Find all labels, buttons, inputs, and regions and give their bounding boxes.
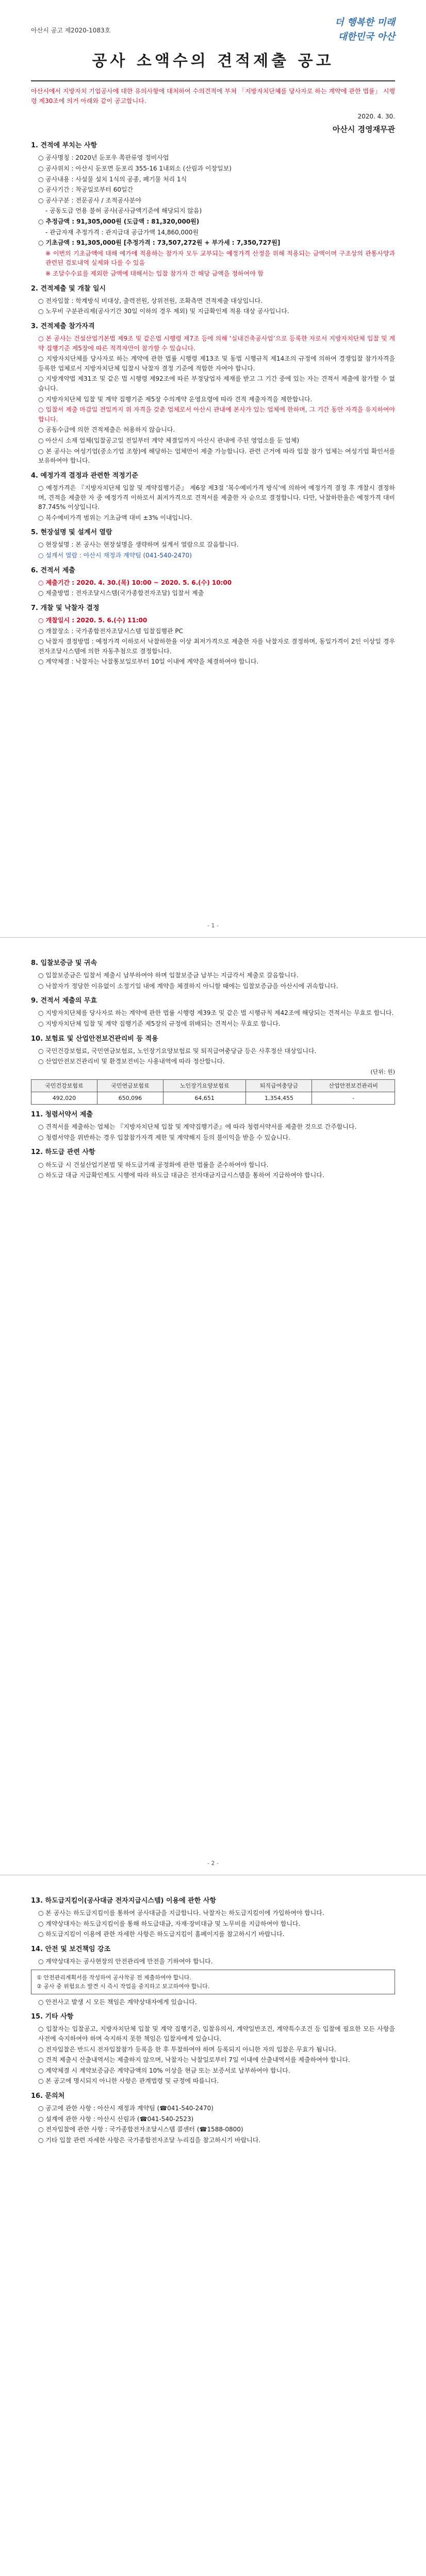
section-13: [31, 1896, 395, 1939]
list-item: ○ 입찰자는 입찰공고, 지방자치단체 입찰 및 계약 집행기준, 입찰유의서, 계약일반조건, 계약특수조건 등 입찰에 필요한 모든 사항을 사전에 숙지하여야 하며 숙지하지 못한 책임은 입찰자에게 있습니다.: [38, 2025, 395, 2043]
section-title: 1. 견적에 부치는 사항: [31, 142, 97, 150]
list-item: ○ 기타 입찰 관련 자세한 사항은 국가종합전자조달 누리집을 참고하시기 바랍니다.: [38, 2136, 261, 2144]
section-3: [31, 321, 395, 466]
list-item: ○ 공고에 관한 사항 : 아산시 재정과 계약팀 (☎041-540-2470): [38, 2105, 214, 2112]
page-number: - 1 -: [207, 922, 219, 929]
box-line: ② 공사 중 위험요소 발견 시 즉시 작업을 중지하고 보고하여야 합니다.: [37, 1982, 210, 1990]
list-item: ○ 현장설명 : 본 공사는 현장설명을 생략하며 설계서 열람으로 갈음합니다.: [38, 541, 239, 549]
list-item: ○ 계약체결 시 계약보증금은 계약금액의 10% 이상을 현금 또는 보증서로 납부하여야 합니다.: [38, 2066, 290, 2074]
section-15: [31, 2012, 395, 2086]
table-cell: 64,651: [163, 1092, 246, 1105]
list-item: ○ 전자입찰은 반드시 전자입찰참가 등록을 한 후 투찰하여야 하며 등록되지 아니한 자의 입찰은 무효가 됩니다.: [38, 2045, 336, 2053]
section-title: 2. 견적제출 및 개찰 일시: [31, 284, 106, 293]
section-12: [31, 1147, 395, 1180]
list-item: ○ 하도급 대금 지급확인제도 시행에 따라 하도급 대금은 전자대금지급시스템을 통하여 지급하여야 합니다.: [38, 1172, 324, 1179]
list-item: ○ 공사명칭 : 2020년 둔포우 쪽판류영 정비사업: [38, 154, 169, 162]
list-item: ○ 복수예비가격 범위는 기초금액 대비 ±3% 이내입니다.: [38, 514, 192, 521]
document-page-2: [0, 938, 426, 1875]
section-6: [31, 566, 395, 598]
list-item: ○ 공사위치 : 아산시 둔포면 둔포리 355-16 1내외소 (산림과 이장일보): [38, 165, 232, 173]
page-title: 공사 소액수의 견적제출 공고: [92, 52, 334, 70]
list-item: ○ 지방자치단체를 당사자로 하는 계약에 관한 법률 시행령 제13조 및 동법 시행규칙 제14조의 규정에 의하여 경쟁입찰 참가자격을 등록한 업체로서 지방자치단체 입찰시 낙찰자 결정 기준에 적합한 자여야 합니다.: [38, 355, 395, 372]
list-item: ○ 전자입찰 : 학계방식 비대상, 출력전원, 상위전원, 조확측면 견적제출 대상입니다.: [38, 297, 263, 304]
list-item: ○ 추정금액 : 91,305,000원 (도급액 : 81,320,000원): [38, 218, 200, 226]
list-item: ○ 계약상대자는 공사현장의 안전관리에 만전을 기하여야 합니다.: [38, 1958, 213, 1965]
table-cell: -: [312, 1092, 395, 1105]
page-number: - 2 -: [207, 1860, 219, 1867]
section-14: [31, 1944, 395, 2007]
section-9: [31, 996, 395, 1028]
list-item: ○ 지방자치단체 입찰 및 계약 집행기준 제5장 수의계약 운영요령에 따라 견적 제출자격을 제한합니다.: [38, 395, 313, 403]
notice-date: 2020. 4. 30.: [357, 113, 395, 121]
table-cell: 492,020: [31, 1092, 97, 1105]
safety-box: [31, 1970, 395, 1994]
city-logo: [335, 15, 395, 44]
section-8: [31, 958, 395, 991]
list-item: ○ 낙찰자가 정당한 이유없이 소정기일 내에 계약을 체결하지 아니할 때에는 입찰보증금을 아산시에 귀속합니다.: [38, 982, 338, 990]
section-title: 13. 하도급지킴이(공사대금 전자지급시스템) 이용에 관한 사항: [31, 1897, 216, 1905]
list-item: ○ 안전사고 발생 시 모든 책임은 계약상대자에게 있습니다.: [38, 1998, 197, 2006]
section-title: 12. 하도급 관련 사항: [31, 1148, 95, 1157]
section-title: 10. 보험료 및 산업안전보건관리비 등 적용: [31, 1035, 158, 1043]
table-unit: (단위: 원): [370, 1068, 395, 1075]
section-10: [31, 1034, 395, 1105]
section-title: 6. 견적서 제출: [31, 566, 75, 574]
title-divider: [31, 80, 395, 81]
list-item: ○ 국민건강보험료, 국민연금보험료, 노인장기요양보험료 및 퇴직급여충당금 등은 사후정산 대상입니다.: [38, 1047, 317, 1055]
table-row: [31, 1092, 395, 1105]
list-item: ○ 공사구분 : 전문공사 / 조적공사분야: [38, 196, 141, 204]
section-title: 3. 견적제출 참가자격: [31, 322, 95, 330]
list-item: ○ 개찰장소 : 국가종합전자조달시스템 입찰집행관 PC: [38, 627, 184, 635]
list-item: ○ 제출기간 : 2020. 4. 30.(목) 10:00 ~ 2020. 5. 6.(수) 10:00: [38, 579, 232, 586]
section-title: 15. 기타 사항: [31, 2013, 74, 2021]
list-item: ○ 본 공고에 명시되지 아니한 사항은 관계법령 및 규정에 따릅니다.: [38, 2077, 219, 2085]
table-header: 국민연금보험료: [97, 1080, 163, 1092]
list-item: ○ 제출방법 : 전자조달시스템(국가종합전자조달) 입찰서 제출: [38, 589, 204, 597]
list-item: - 관급자재 추정가격 : 관지급대 공급가액 14,860,000원: [45, 228, 199, 236]
section-title: 11. 청렴서약서 제출: [31, 1111, 93, 1119]
intro-text: 아산시에서 지방자치 기업공사에 대한 유의사항에 대처하여 수의견적에 부쳐 「지방자치단체를 당사자로 하는 계약에 관한 법률」 시행령 제30조에 의거 아래와 같이 공고합니다.: [31, 88, 395, 105]
list-item: ○ 청렴서약을 위반하는 경우 입찰참가자격 제한 및 계약해지 등의 불이익을 받을 수 있습니다.: [38, 1133, 290, 1141]
section-title: 16. 문의처: [31, 2092, 65, 2100]
list-item: ○ 지방자치단체를 당사자로 하는 계약에 관한 법률 시행령 제39조 및 같은 법 시행규칙 제42조에 해당되는 견적서는 무효로 합니다.: [38, 1009, 394, 1017]
list-item: ○ 공사기간 : 착공일로부터 60일간: [38, 186, 134, 194]
table-header: 노인장기요양보험료: [163, 1080, 246, 1092]
list-item: ○ 낙찰자 결정방법 : 예정가격 이하로서 낙찰하한율 이상 최저가격으로 제출한 자를 낙찰자로 결정하며, 동일가격이 2인 이상일 경우 전자조달시스템에 의한 자동추첨으로 결정합니다.: [38, 638, 395, 655]
section-7: [31, 603, 395, 667]
list-item: ○ 지방계약법 제31조 및 같은 법 시행령 제92조에 따른 부정당업자 제재를 받고 그 기간 중에 있는 자는 견적서 제출에 참가할 수 없습니다.: [38, 375, 395, 393]
document-page-1: [0, 0, 426, 938]
issuing-org: 아산시 경영재무관: [332, 125, 395, 134]
list-item: ○ 계약상대자는 하도급지킴이를 통해 하도급대금, 자재·장비대금 및 노무비를 지급하여야 합니다.: [38, 1920, 301, 1927]
section-16: [31, 2091, 395, 2145]
section-title: 5. 현장설명 및 설계서 열람: [31, 529, 112, 537]
table-header: 산업안전보건관리비: [312, 1080, 395, 1092]
list-item: ○ 산업안전보건관리비 및 환경보전비는 사용내역에 따라 정산합니다.: [38, 1058, 225, 1065]
section-title: 14. 안전 및 보건책임 강조: [31, 1945, 111, 1953]
section-1: [31, 141, 395, 278]
list-item: ※ 조달수수료를 제외한 금액에 대해서는 입찰 참가자 간 해당 금액을 정하여야 함: [45, 269, 264, 277]
list-item: ○ 아산시 소재 업체(입찰공고일 전일부터 계약 체결일까지 아산시 관내에 주된 영업소를 둔 업체): [38, 436, 300, 444]
list-item: ○ 하도급지킴이 이용에 관한 자세한 사항은 하도급지킴이 홈페이지를 참고하시기 바랍니다.: [38, 1930, 285, 1938]
box-line: ① 안전관리계획서를 작성하여 공사착공 전 제출하여야 합니다.: [37, 1974, 191, 1981]
table-header-row: [31, 1080, 395, 1092]
page-header: [31, 15, 395, 44]
document-page-3: [0, 1875, 426, 2576]
section-4: [31, 471, 395, 523]
list-item: ○ 본 공사는 하도급지킴이를 통하여 공사대금을 지급합니다. 낙찰자는 하도급지킴이에 가입하여야 합니다.: [38, 1909, 324, 1917]
list-item: ○ 본 공사는 여성기업(중소기업 조항)에 해당하는 업체만이 제출 가능합니다. 관련 근거에 따라 입찰 참가 업체는 여성기업 확인서를 보유하여야 합니다.: [38, 447, 395, 465]
list-item: ○ 공동수급에 의한 견적제출은 허용하지 않습니다.: [38, 426, 175, 434]
logo-line-2: 대한민국 아산: [338, 31, 395, 42]
section-title: 8. 입찰보증금 및 귀속: [31, 959, 97, 967]
section-title: 7. 개찰 및 낙찰자 결정: [31, 604, 100, 612]
list-item: ○ 공사내용 : 사설물 설치 1식의 공종, 폐기물 처리 1식: [38, 175, 187, 183]
list-item: ○ 개찰일시 : 2020. 5. 6.(수) 11:00: [38, 617, 148, 624]
logo-line-1: 더 행복한 미래: [335, 17, 395, 28]
list-item: ○ 계약체결 : 낙찰자는 낙찰통보일로부터 10일 이내에 계약을 체결하여야 합니다.: [38, 658, 259, 666]
list-item: ○ 예정가격은 『지방자치단체 입찰 및 계약집행기준』 제6장 제3절 ‘복수예비가격 방식’에 의하여 예정가격 결정 후 개찰시 결정하며, 견적을 제출한 자 중 예정가격 이하로서 최저가격으로 견적서를 제출한 자 순으로 결정합니다. 다만, 낙찰하한율은 예정가격 대비 87.745% 이상입니다.: [38, 484, 395, 511]
section-5: [31, 528, 395, 560]
list-item: ○ 전자입찰에 관한 사항 : 국가종합전자조달시스템 콜센터 (☎1588-0800): [38, 2126, 243, 2133]
list-item: ○ 설계서 열람 : 아산시 재정과 계약팀 (041-540-2470): [38, 552, 192, 560]
list-item: ○ 입찰서 제출 마감일 전일까지 위 자격을 갖춘 업체로서 아산시 관내에 본사가 있는 업체에 한하며, 그 기간 동안 자격을 유지하여야 합니다.: [38, 406, 395, 423]
list-item: ○ 본 공사는 건설산업기본법 제9조 및 같은법 시행령 제7조 등에 의해 ‘실내건축공사업’으로 등록한 자로서 지방자치단체 입찰 및 계약 집행기준 제5장에 따른 적격자만이 참가할 수 있습니다.: [38, 335, 395, 352]
insurance-fee-table: [31, 1079, 395, 1105]
list-item: ○ 노무비 구분관리제(공사기간 30일 이하의 경우 제외) 및 지급확인제 적용 대상 공사입니다.: [38, 308, 289, 315]
table-cell: 1,354,455: [246, 1092, 312, 1105]
table-header: 국민건강보험료: [31, 1080, 97, 1092]
table-header: 퇴직급여충당금: [246, 1080, 312, 1092]
list-item: ○ 견적 제출시 산출내역서는 제출하지 않으며, 낙찰자는 낙찰일로부터 7일 이내에 산출내역서를 제출하여야 합니다.: [38, 2056, 350, 2064]
section-11: [31, 1110, 395, 1142]
list-item: ○ 기초금액 : 91,305,000원 [추정가격 : 73,507,272원 + 부가세 : 7,350,727원]: [38, 239, 281, 247]
section-title: 9. 견적서 제출의 무효: [31, 997, 97, 1005]
list-item: ○ 설계에 관한 사항 : 아산시 산림과 (☎041-540-2523): [38, 2115, 194, 2123]
list-item: - 공동도급 언용 불허 공사(공사금액기준에 해당되지 않음): [45, 207, 202, 215]
list-item: ※ 이번의 기초금액에 대해 예가에 적용하는 참가자 모두 교부되는 예정가격 산정을 위해 적용되는 금액이며 구조상의 관통사양과 관련된 검토내역 실제와 다를 수 있음: [45, 249, 395, 267]
table-cell: 650,096: [97, 1092, 163, 1105]
list-item: ○ 입찰보증금은 입찰서 제출시 납부하여야 하며 입찰보증금 납부는 지급각서 제출로 갈음합니다.: [38, 972, 299, 979]
section-2: [31, 284, 395, 316]
notice-number: 아산시 공고 제2020-1083호: [31, 27, 111, 34]
section-title: 4. 예정가격 결정과 관련한 적정기준: [31, 471, 138, 480]
list-item: ○ 하도급 시 건설산업기본법 및 하도급거래 공정화에 관한 법률을 준수하여야 합니다.: [38, 1161, 269, 1168]
list-item: ○ 견적서를 제출하는 업체는 『지방자치단체 입찰 및 계약집행기준』에 따라 청렴서약서를 제출한 것으로 간주합니다.: [38, 1123, 357, 1131]
list-item: ○ 지방자치단체 입찰 및 계약 집행기준 제5장의 규정에 위배되는 견적서는 무효로 합니다.: [38, 1020, 281, 1028]
